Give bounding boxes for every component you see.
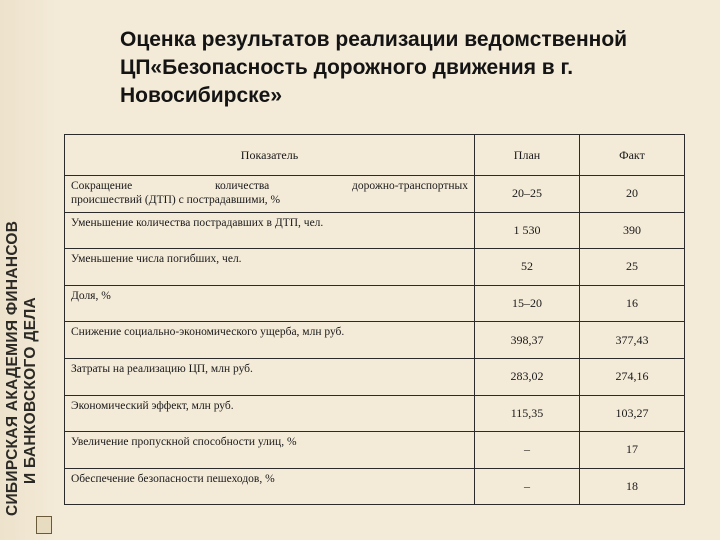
row-indicator: Доля, % [65, 285, 475, 322]
row-plan: 15–20 [475, 285, 580, 322]
table-row [65, 249, 685, 286]
row-fact: 103,27 [580, 395, 685, 432]
row-indicator [65, 176, 475, 213]
row-plan: 283,02 [475, 358, 580, 395]
table-row [65, 395, 685, 432]
row-plan: 1 530 [475, 212, 580, 249]
row-plan: – [475, 432, 580, 469]
row-fact: 18 [580, 468, 685, 505]
logo-square-icon [36, 516, 52, 534]
table-header-row [65, 135, 685, 176]
row-fact: 25 [580, 249, 685, 286]
row-indicator: Снижение социально-экономического ущерба, млн руб. [65, 322, 475, 359]
table-row [65, 212, 685, 249]
organization-name-line2: И БАНКОВСКОГО ДЕЛА [22, 296, 39, 484]
table-row [65, 432, 685, 469]
row-fact: 390 [580, 212, 685, 249]
row-indicator: Обеспечение безопасности пешеходов, % [65, 468, 475, 505]
header-indicator: Показатель [65, 135, 475, 176]
row-indicator-line1: Сокращение количества дорожно-транспортных [71, 180, 468, 192]
row-fact: 16 [580, 285, 685, 322]
row-indicator: Экономический эффект, млн руб. [65, 395, 475, 432]
results-table [64, 134, 685, 505]
row-fact: 377,43 [580, 322, 685, 359]
slide-title: Оценка результатов реализации ведомственной ЦП«Безопасность дорожного движения в г. Новосибирске» [120, 28, 628, 107]
row-plan: – [475, 468, 580, 505]
row-plan: 398,37 [475, 322, 580, 359]
header-fact: Факт [580, 135, 685, 176]
row-plan: 20–25 [475, 176, 580, 213]
table-row [65, 176, 685, 213]
row-indicator: Увеличение пропускной способности улиц, % [65, 432, 475, 469]
row-indicator: Затраты на реализацию ЦП, млн руб. [65, 358, 475, 395]
table-row [65, 468, 685, 505]
table-row [65, 358, 685, 395]
row-fact: 17 [580, 432, 685, 469]
header-plan: План [475, 135, 580, 176]
row-indicator: Уменьшение количества пострадавших в ДТП, чел. [65, 212, 475, 249]
row-indicator: Уменьшение числа погибших, чел. [65, 249, 475, 286]
row-fact: 274,16 [580, 358, 685, 395]
row-fact: 20 [580, 176, 685, 213]
table-row [65, 285, 685, 322]
row-plan: 115,35 [475, 395, 580, 432]
row-indicator-line2: происшествий (ДТП) с пострадавшими, % [71, 194, 281, 206]
row-plan: 52 [475, 249, 580, 286]
organization-name [4, 156, 40, 516]
organization-name-line1: СИБИРСКАЯ АКАДЕМИЯ ФИНАНСОВ [4, 220, 21, 516]
table-row [65, 322, 685, 359]
